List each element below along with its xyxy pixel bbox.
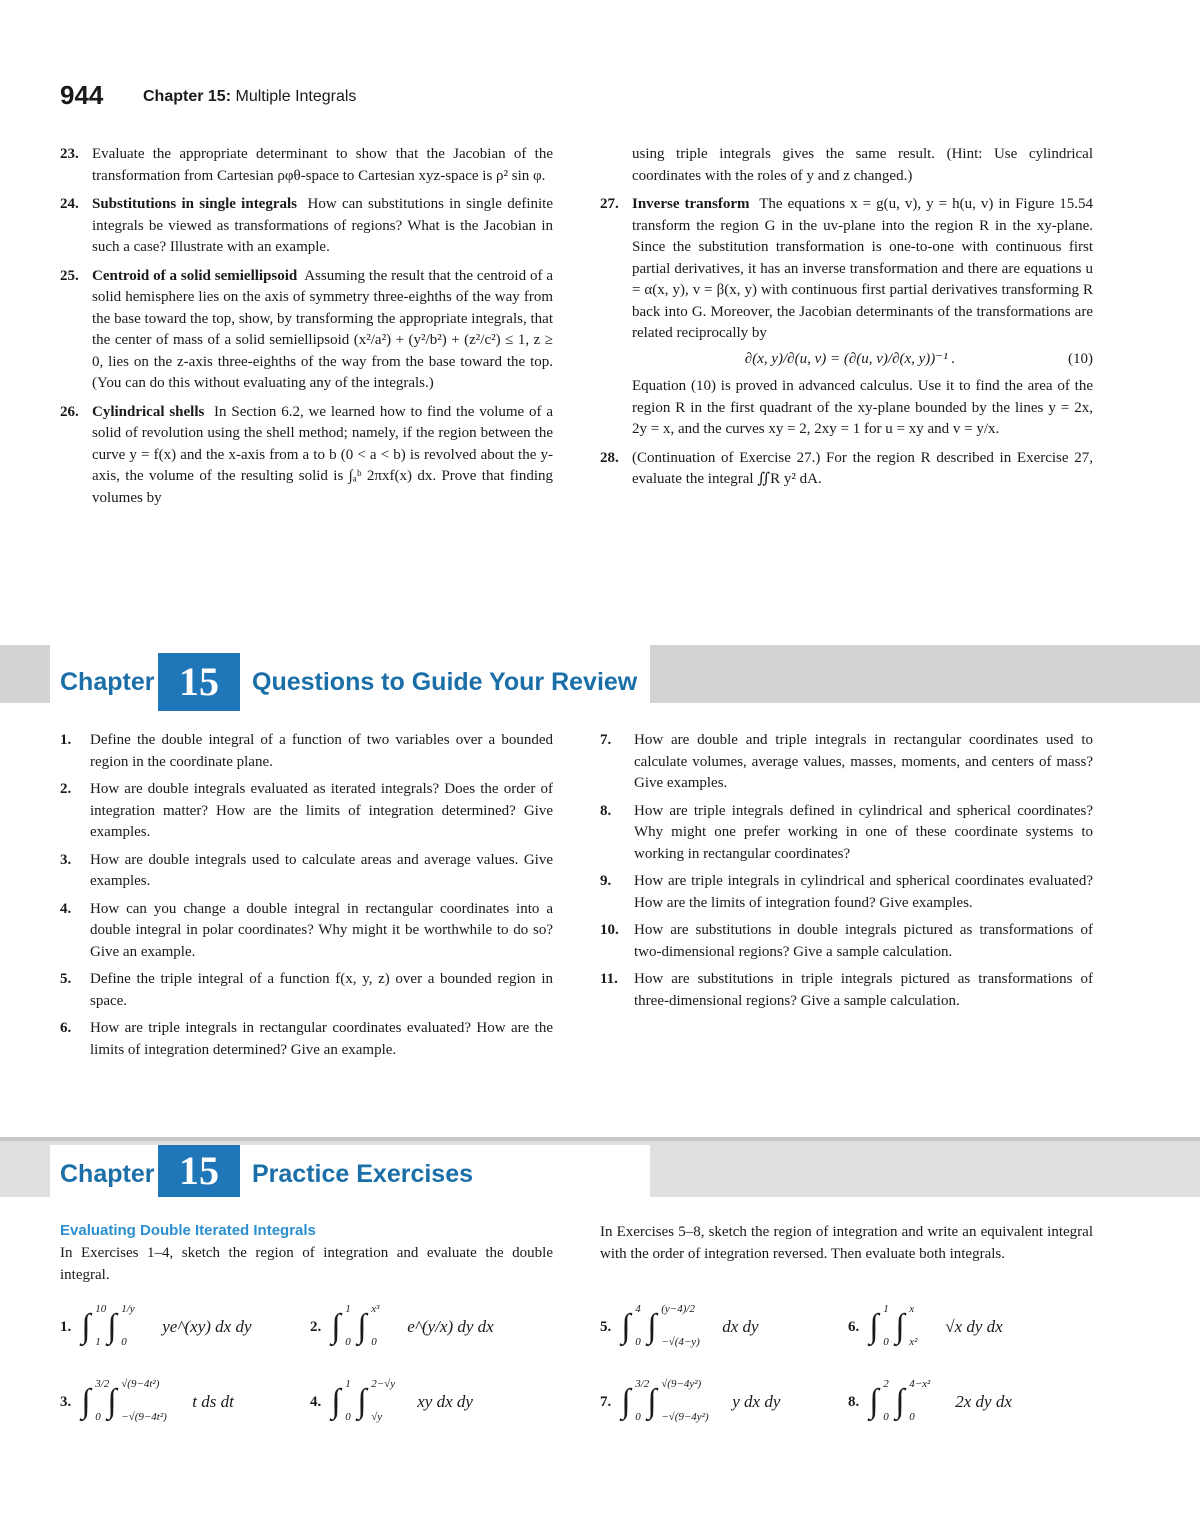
practice-exercise-3 (60, 1378, 234, 1423)
integrand: xy dx dy (417, 1392, 473, 1411)
upper-limit: x (909, 1303, 915, 1315)
exercise-number: 23. (60, 146, 79, 162)
exercise-text: The equations x = g(u, v), y = h(u, v) in Figure 15.54 transform the region G in the uv-plane into the region R in the xy-plane. Since the substitution transformation is one-to-one with continuous first partial derivatives, it has an inverse transformation and there are equations u = α(x, y), v = β(x, y) with continuous first partial derivatives transforming R back into G. Moreover, the Jacobian determinants of the transformations are related reciprocally by (632, 196, 1093, 341)
question-number: 7. (600, 732, 612, 748)
exercise-text: Assuming the result that the centroid of a solid hemisphere lies on the axis of symmetry three-eighths of the way from the base toward the top, show, by transforming the appropriate integrals, that the center of mass of a solid semiellipsoid (x²/a²) + (y²/b²) + (z²/c²) ≤ 1, z ≥ 0, lies on the z-axis three-eighths of the way from the base toward the top. (You can do this without evaluating any of the integrals.) (92, 267, 553, 391)
lower-limit: −√(9−4y²) (661, 1411, 709, 1423)
review-question (60, 779, 553, 844)
exercise-23 (60, 144, 553, 187)
practice-exercise-4 (310, 1378, 473, 1423)
practice-exercise-7 (600, 1378, 781, 1423)
question-number: 2. (60, 781, 72, 797)
equation-tag: (10) (1068, 350, 1093, 367)
inner-integral-sign: ∫ x³ 0 (357, 1303, 380, 1348)
outer-integral-sign: ∫ 1 0 (331, 1378, 351, 1423)
question-number: 5. (60, 971, 72, 987)
lower-limit: 1 (95, 1336, 101, 1348)
exercise-text: Evaluate the appropriate determinant to show that the Jacobian of the transformation from Cartesian ρφθ-space to Cartesian xyz-space is ρ² sin φ. (92, 146, 553, 184)
practice-exercise-6 (848, 1303, 1003, 1348)
exercise-title: Cylindrical shells (92, 403, 205, 420)
question-text: Define the triple integral of a function f(x, y, z) over a bounded region in space. (90, 971, 553, 1009)
double-integral (869, 1303, 1003, 1348)
exercise-number: 6. (848, 1318, 860, 1335)
question-text: How are triple integrals in rectangular coordinates evaluated? How are the limits of integration determined? Give an example. (90, 1020, 553, 1058)
exercise-number: 24. (60, 196, 79, 212)
review-question (600, 801, 1093, 866)
outer-integral-sign: ∫ 1 0 (869, 1303, 889, 1348)
exercise-24 (60, 194, 553, 259)
exercise-text: In Section 6.2, we learned how to find the volume of a solid of revolution using the shell method; namely, if the region between the curve y = f(x) and the x-axis from a to b (0 < a < b) is revolved about the y-axis, the volume of the resulting solid is ∫ₐᵇ 2πxf(x) dx. Prove that finding volumes by (92, 403, 554, 506)
outer-integral-sign: ∫ 3/2 0 (81, 1378, 110, 1423)
lower-limit: −√(4−y) (661, 1336, 700, 1348)
practice-exercise-2 (310, 1303, 494, 1348)
lower-limit: x² (909, 1336, 918, 1348)
exercise-27 (600, 194, 1093, 441)
inner-integral-sign: ∫ x x² (895, 1303, 918, 1348)
lower-limit: 0 (121, 1336, 127, 1348)
double-integral (81, 1303, 252, 1348)
upper-limit: (y−4)/2 (661, 1303, 695, 1315)
question-text: Define the double integral of a function of two variables over a bounded region in the coordinate plane. (90, 732, 553, 770)
inner-integral-sign: ∫ √(9−4t²) −√(9−4t²) (107, 1378, 167, 1423)
exercises-right-column (600, 144, 1093, 498)
exercise-number: 4. (310, 1393, 322, 1410)
lower-limit: 0 (883, 1336, 889, 1348)
exercise-26-continued: using triple integrals gives the same result. (Hint: Use cylindrical coordinates with the roles of y and z changed.) (632, 146, 1093, 184)
question-number: 8. (600, 802, 612, 819)
question-number: 1. (60, 732, 72, 748)
practice-subheading: Evaluating Double Iterated Integrals (60, 1222, 316, 1239)
review-right-column (600, 730, 1093, 1018)
exercise-text: (Continuation of Exercise 27.) For the region R described in Exercise 27, evaluate the integral ∬R y² dA. (632, 449, 1093, 487)
exercise-title: Centroid of a solid semiellipsoid (92, 267, 298, 284)
exercise-number: 5. (600, 1318, 612, 1335)
upper-limit: 1/y (121, 1303, 135, 1315)
integrand: √x dy dx (945, 1317, 1003, 1336)
page-number: 944 (60, 80, 104, 110)
practice-intro-right: In Exercises 5–8, sketch the region of integration and write an equivalent integral with the order of integration reversed. Then evaluate both integrals. (600, 1224, 1093, 1262)
review-question (60, 899, 553, 964)
exercise-number: 1. (60, 1318, 72, 1335)
exercise-number: 25. (60, 267, 79, 284)
inner-integral-sign: ∫ 2−√y √y (357, 1378, 396, 1423)
upper-limit: 3/2 (95, 1378, 110, 1390)
integrand: t ds dt (192, 1392, 234, 1411)
lower-limit: 0 (345, 1411, 351, 1423)
exercises-left-column (60, 144, 553, 516)
outer-integral-sign: ∫ 4 0 (621, 1303, 641, 1348)
lower-limit: 0 (883, 1411, 889, 1423)
equation-10 (632, 349, 1093, 371)
exercise-number: 26. (60, 403, 79, 420)
exercise-number: 3. (60, 1393, 72, 1410)
question-text: How are double integrals used to calculate areas and average values. Give examples. (90, 851, 553, 889)
review-chapter-number: 15 (158, 653, 240, 711)
review-left-column (60, 730, 553, 1067)
lower-limit: 0 (909, 1411, 915, 1423)
lower-limit: 0 (345, 1336, 351, 1348)
lower-limit: 0 (95, 1411, 101, 1423)
outer-integral-sign: ∫ 3/2 0 (621, 1378, 650, 1423)
exercise-title: Substitutions in single integrals (92, 196, 298, 212)
outer-integral-sign: ∫ 1 0 (331, 1303, 351, 1348)
integrand: dx dy (722, 1317, 759, 1336)
upper-limit: 1 (345, 1303, 351, 1315)
exercise-number: 7. (600, 1393, 612, 1410)
upper-limit: 4−x² (909, 1378, 931, 1390)
upper-limit: 2 (883, 1378, 889, 1390)
question-number: 11. (600, 971, 618, 987)
exercise-25 (60, 266, 553, 395)
integrand: y dx dy (732, 1392, 781, 1411)
practice-exercise-1 (60, 1303, 252, 1348)
question-text: How can you change a double integral in rectangular coordinates into a double integral in polar coordinates? Why might it be worthwhile to do so? Give an example. (90, 900, 553, 960)
review-question (60, 969, 553, 1012)
upper-limit: 3/2 (635, 1378, 650, 1390)
review-question (60, 730, 553, 773)
question-text: How are double integrals evaluated as iterated integrals? Does the order of integration matter? How are the limits of integration determined? Give examples. (90, 781, 553, 840)
exercise-26 (60, 402, 553, 510)
upper-limit: 4 (635, 1303, 641, 1315)
upper-limit: 2−√y (371, 1378, 396, 1390)
question-number: 10. (600, 922, 619, 938)
question-text: How are substitutions in double integrals pictured as transformations of two-dimensional regions? Give a sample calculation. (634, 922, 1093, 960)
inner-integral-sign: ∫ √(9−4y²) −√(9−4y²) (647, 1378, 709, 1423)
lower-limit: 0 (635, 1336, 641, 1348)
inner-integral-sign: ∫ 4−x² 0 (895, 1378, 931, 1423)
running-head (143, 88, 356, 106)
exercise-28 (600, 448, 1093, 491)
practice-exercise-5 (600, 1303, 759, 1348)
exercise-number: 28. (600, 449, 619, 466)
review-question (600, 920, 1093, 963)
inner-integral-sign: ∫ (y−4)/2 −√(4−y) (647, 1303, 700, 1348)
question-text: How are double and triple integrals in rectangular coordinates used to calculate volumes, average values, masses, moments, and centers of mass? Give examples. (634, 732, 1093, 791)
upper-limit: 1 (883, 1303, 889, 1315)
question-text: How are triple integrals defined in cylindrical and spherical coordinates? Why might one prefer working in one of these coordinate systems to working in rectangular coordinates? (634, 802, 1093, 862)
question-number: 6. (60, 1020, 72, 1036)
question-number: 3. (60, 851, 72, 868)
review-question (600, 871, 1093, 914)
double-integral (869, 1378, 1012, 1423)
running-head-title: Multiple Integrals (235, 88, 357, 105)
double-integral (621, 1303, 759, 1348)
integrand: ye^(xy) dx dy (162, 1317, 252, 1336)
upper-limit: 1 (345, 1378, 351, 1390)
exercise-number: 27. (600, 196, 619, 212)
lower-limit: 0 (635, 1411, 641, 1423)
inner-integral-sign: ∫ 1/y 0 (107, 1303, 135, 1348)
exercise-number: 2. (310, 1318, 322, 1335)
double-integral (331, 1378, 473, 1423)
review-question (600, 969, 1093, 1012)
equation-body: ∂(x, y)/∂(u, v) = (∂(u, v)/∂(x, y))⁻¹ . (744, 350, 956, 367)
outer-integral-sign: ∫ 10 1 (81, 1303, 107, 1348)
review-question (600, 730, 1093, 795)
upper-limit: √(9−4t²) (121, 1378, 160, 1390)
outer-integral-sign: ∫ 2 0 (869, 1378, 889, 1423)
practice-title: Practice Exercises (252, 1160, 474, 1188)
question-number: 4. (60, 900, 72, 917)
exercise-title: Inverse transform (632, 196, 750, 212)
upper-limit: x³ (371, 1303, 380, 1315)
double-integral (331, 1303, 494, 1348)
upper-limit: 10 (95, 1303, 107, 1315)
review-title: Questions to Guide Your Review (252, 668, 638, 696)
question-text: How are substitutions in triple integrals pictured as transformations of three-dimensional regions? Give a sample calculation. (634, 971, 1093, 1009)
running-head-chapter: Chapter 15: (143, 88, 232, 105)
double-integral (621, 1378, 781, 1423)
practice-intro-left: In Exercises 1–4, sketch the region of integration and evaluate the double integral. (60, 1245, 553, 1283)
review-question (60, 1018, 553, 1061)
lower-limit: −√(9−4t²) (121, 1411, 167, 1423)
practice-exercise-8 (848, 1378, 1012, 1423)
exercise-text: How can substitutions in single definite integrals be viewed as transformations of regions? What is the Jacobian in such a case? Illustrate with an example. (92, 196, 554, 255)
question-number: 9. (600, 873, 612, 889)
integrand: e^(y/x) dy dx (407, 1317, 494, 1336)
lower-limit: 0 (371, 1336, 377, 1348)
double-integral (81, 1378, 234, 1423)
practice-chapter-word: Chapter (60, 1160, 155, 1188)
upper-limit: √(9−4y²) (661, 1378, 702, 1390)
lower-limit: √y (371, 1411, 383, 1423)
exercise-27-followup: Equation (10) is proved in advanced calculus. Use it to find the area of the region R in the first quadrant of the xy-plane bounded by the lines y = 2x, 2y = x, and the curves xy = 2, 2xy = 1 for u = xy and v = y/x. (632, 378, 1093, 437)
review-chapter-word: Chapter (60, 668, 155, 696)
exercise-number: 8. (848, 1393, 860, 1410)
integrand: 2x dy dx (955, 1392, 1012, 1411)
review-question (60, 850, 553, 893)
practice-chapter-number: 15 (158, 1145, 240, 1197)
question-text: How are triple integrals in cylindrical and spherical coordinates evaluated? How are the limits of integration found? Give examples. (634, 873, 1093, 911)
